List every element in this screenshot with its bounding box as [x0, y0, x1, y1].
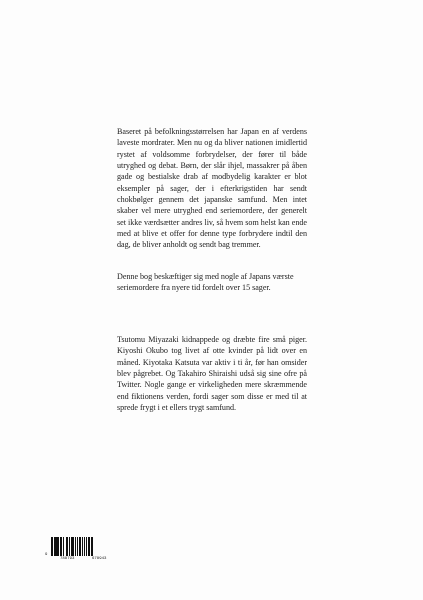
blurb-paragraph-intro: Baseret på befolkningsstørrelsen har Japan en af verdens laveste mordrater. Men nu og da bliver nationen imidlertid rystet af voldsomme forbrydelser, der fører til både utryghed og debat. Børn, der slår ihjel, massakrer på åben gade og bestialske drab af modbydelig karakter er blot eksempler på sager, der i efterkrigstiden har sendt chokbølger gennem det japanske samfund. Men intet skaber vel mere utryghed end seriemordere, der generelt set ikke værdsætter andres liv, så hvem som helst kan ende med at blive et offer for denne type forbrydere indtil den dag, de bliver anholdt og sendt bag tremmer.	[117, 127, 307, 250]
barcode-first-digit: 9	[45, 553, 48, 557]
blurb-paragraph-scope: Denne bog beskæftiger sig med nogle af Japans værste seriemordere fra nyere tid fordelt over 15 sager.	[117, 272, 294, 293]
barcode-left-digits: 788793	[60, 557, 75, 561]
barcode-bar	[92, 537, 93, 556]
barcode-bars	[51, 537, 115, 556]
isbn-barcode	[45, 537, 117, 563]
blurb-paragraph-cases: Tsutomu Miyazaki kidnappede og dræbte fire små piger. Kiyoshi Okubo tog livet af otte kvinder på lidt over en måned. Kiyotaka Katsuta var aktiv i ti år, før han omsider blev pågrebet. Og Takahiro Shiraishi udså sig sine ofre på Twitter. Nogle gange er virkeligheden mere skræmmende end fiktionens verden, fordi sager som disse er med til at sprede frygt i et ellers trygt samfund.	[117, 335, 307, 413]
barcode-right-digits: 678943	[92, 557, 107, 561]
